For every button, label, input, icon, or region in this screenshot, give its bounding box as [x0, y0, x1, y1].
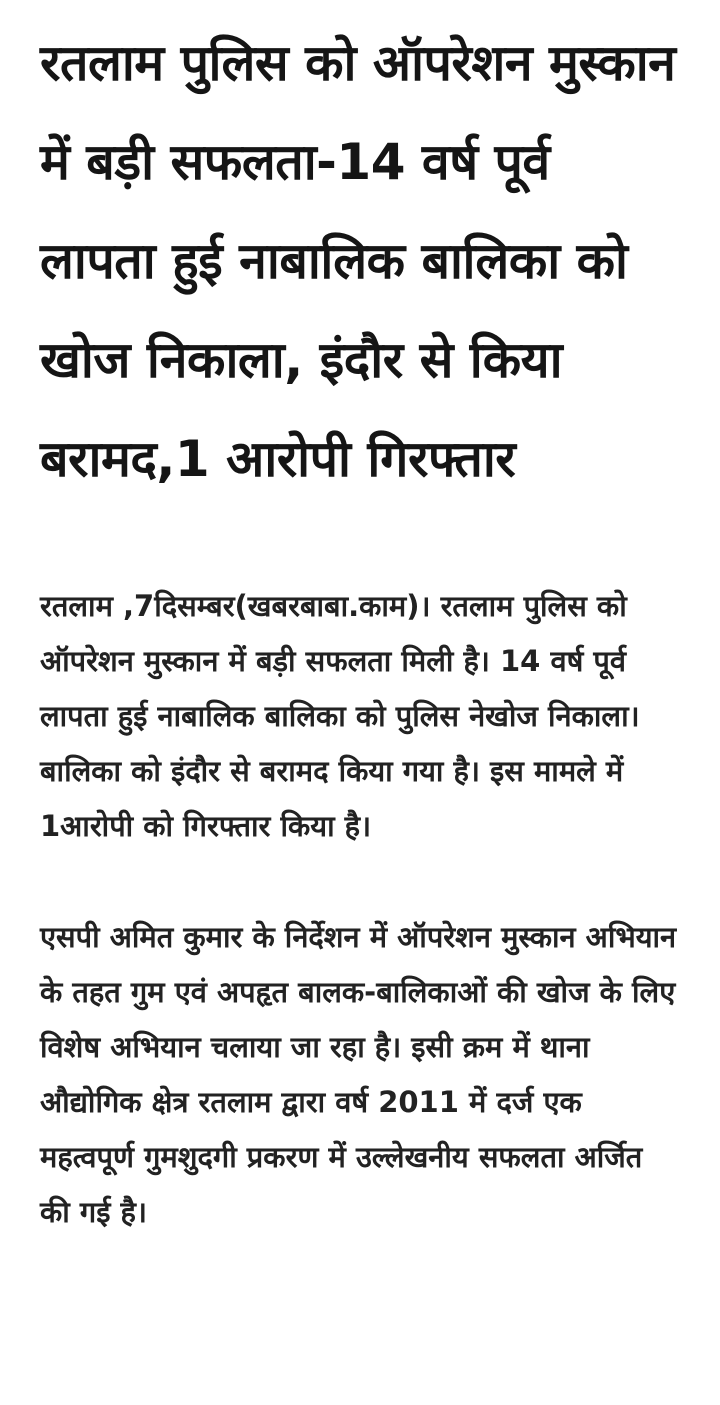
article-headline: रतलाम पुलिस को ऑपरेशन मुस्कान में बड़ी सफलता-14 वर्ष पूर्व लापता हुई नाबालिक बालिका को खोज निकाला, इंदौर से किया बरामद,1 आरोपी गिरफ्तार: [40, 34, 676, 488]
article-paragraph-2: एसपी अमित कुमार के निर्देशन में ऑपरेशन मुस्कान अभियान के तहत गुम एवं अपहृत बालक-बालिकाओं की खोज के लिए विशेष अभियान चलाया जा रहा है। इसी क्रम में थाना औद्योगिक क्षेत्र रतलाम द्वारा वर्ष 2011 में दर्ज एक महत्वपूर्ण गुमशुदगी प्रकरण में उल्लेखनीय सफलता अर्जित की गई है।: [40, 920, 677, 1229]
article-paragraph-1: रतलाम ,7दिसम्बर(खबरबाबा.काम)। रतलाम पुलिस को ऑपरेशन मुस्कान में बड़ी सफलता मिली है। 14 वर्ष पूर्व लापता हुई नाबालिक बालिका को पुलिस नेखोज निकाला। बालिका को इंदौर से बरामद किया गया है। इस मामले में 1आरोपी को गिरफ्तार किया है।: [40, 589, 640, 843]
